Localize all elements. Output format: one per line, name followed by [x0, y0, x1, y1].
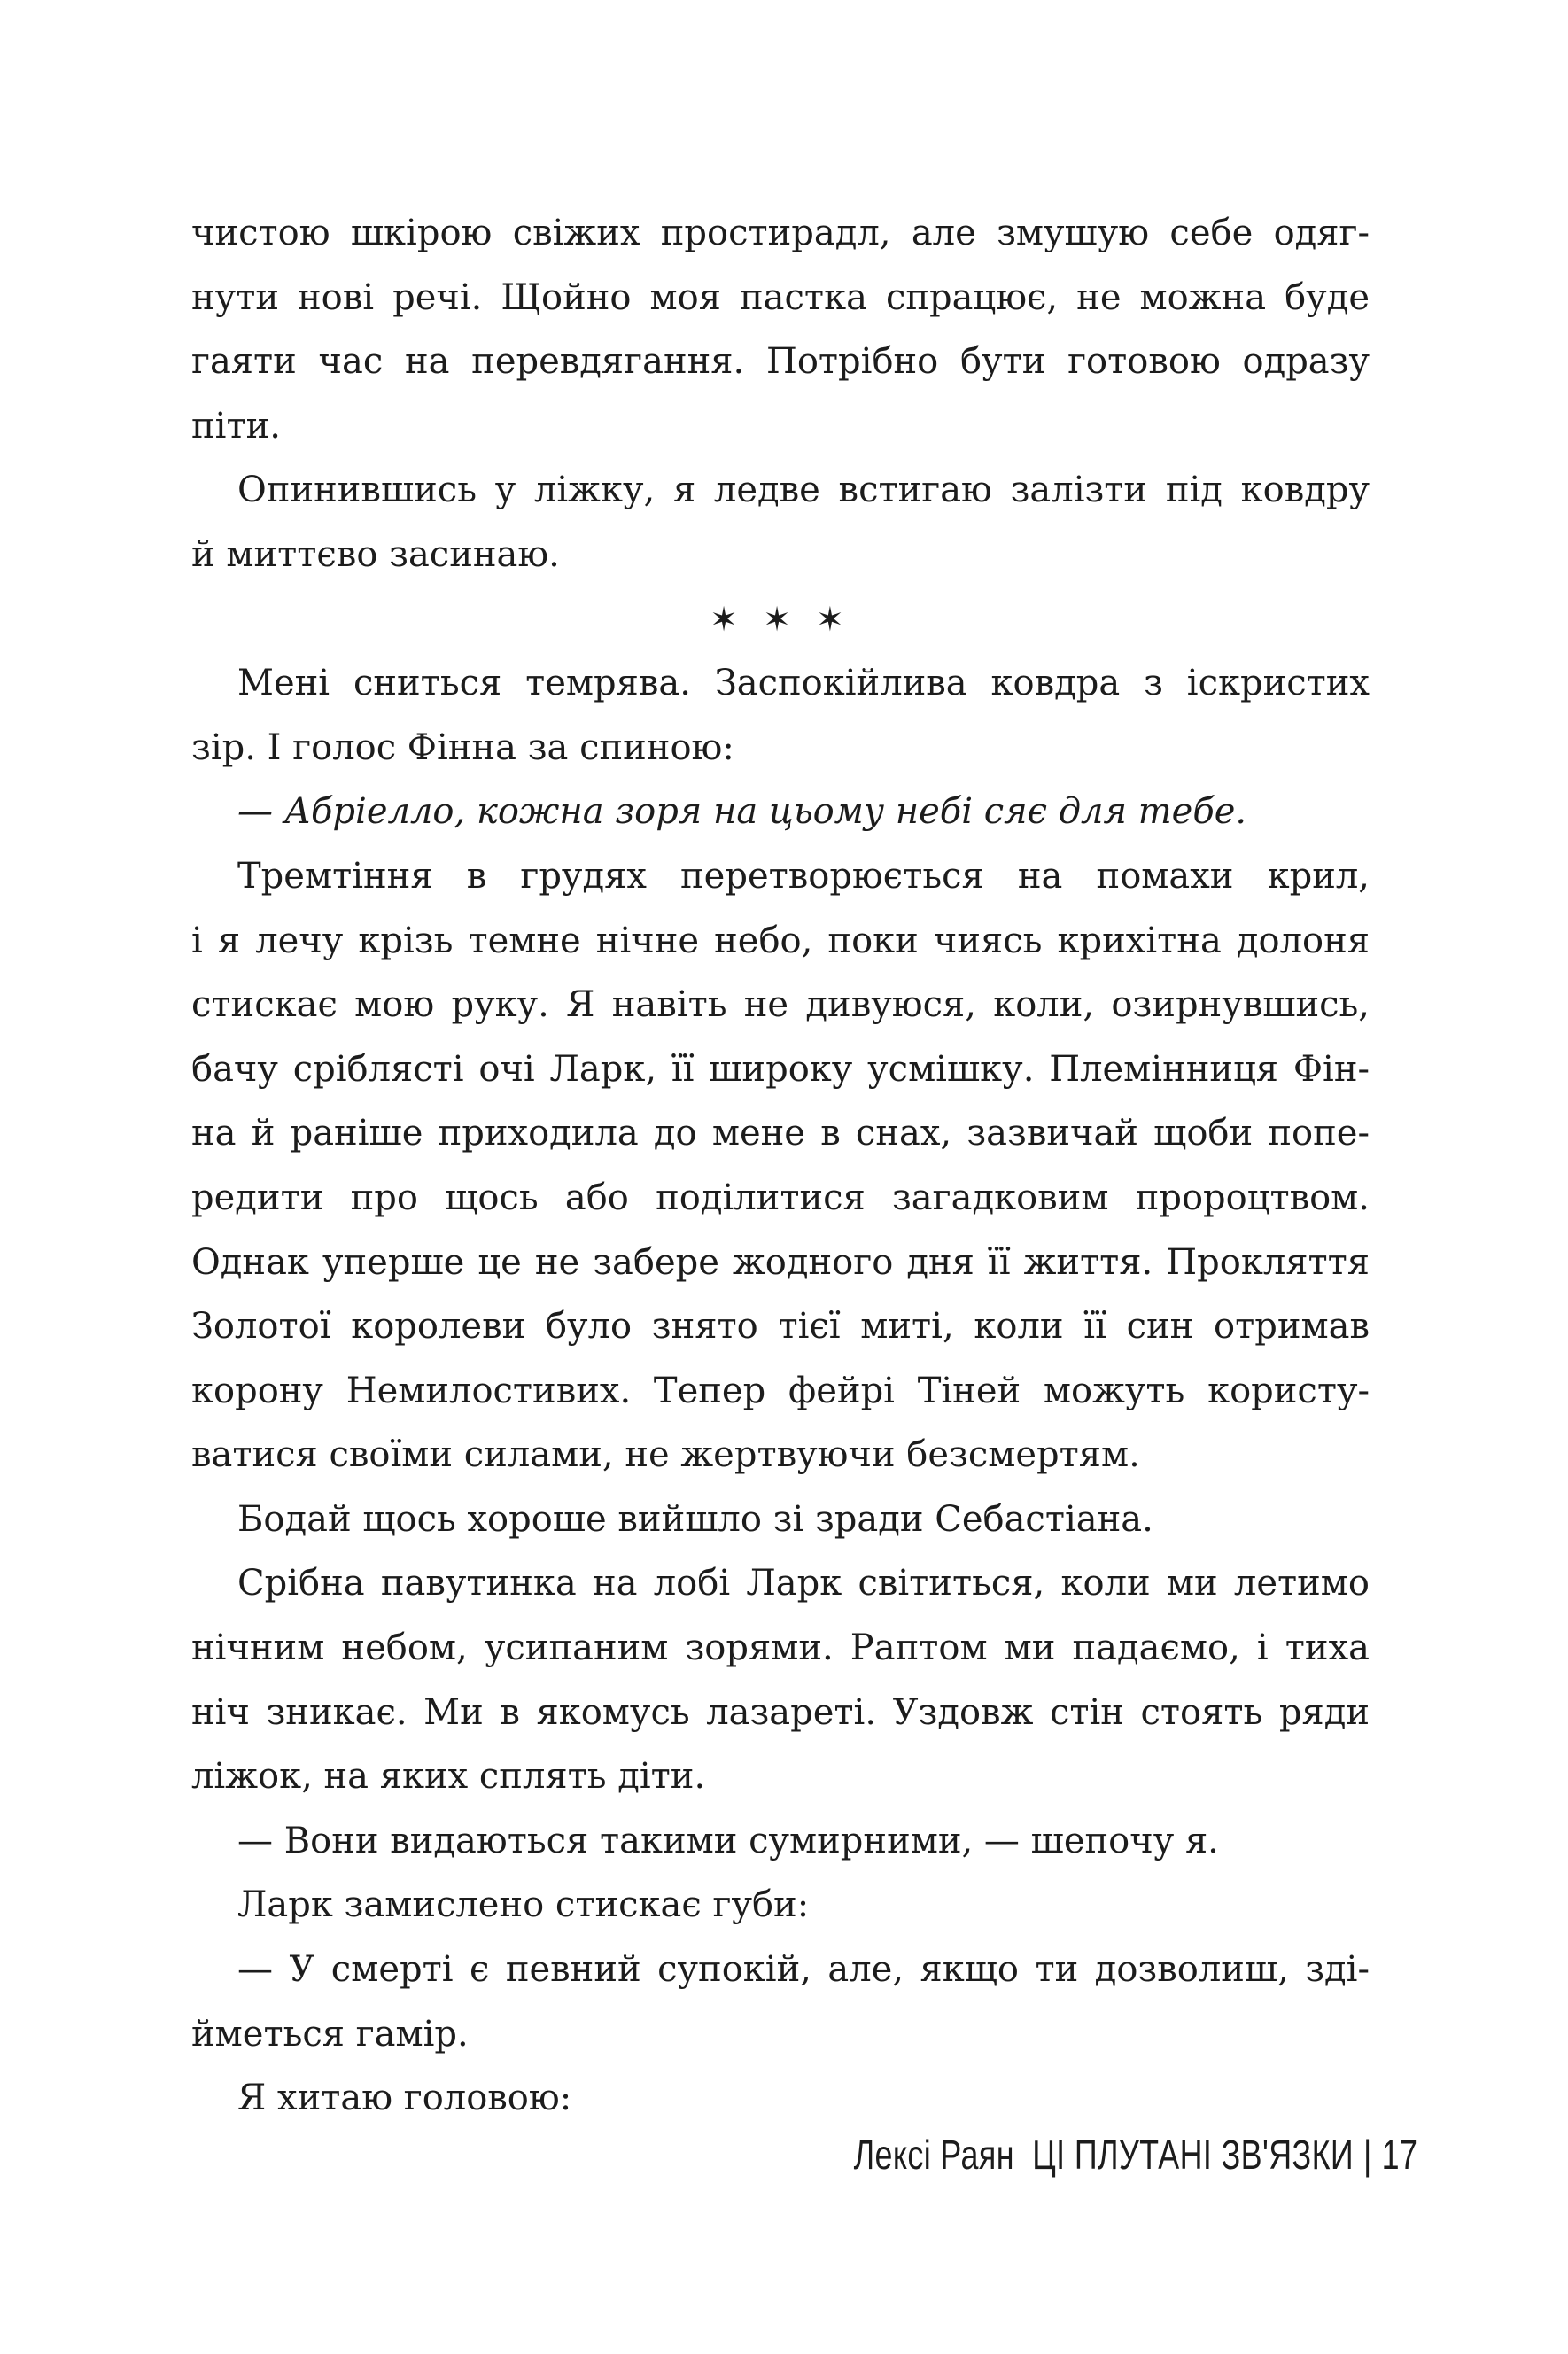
text-line: корону Немилостивих. Тепер фейрі Тіней можуть користу-	[191, 1370, 1370, 1411]
text-line: Бодай щось хороше вийшло зі зради Себастіана.	[237, 1498, 1153, 1540]
text-line: стискає мою руку. Я навіть не дивуюся, коли, озирнувшись,	[191, 984, 1370, 1026]
text-line: гаяти час на перевдягання. Потрібно бути готовою одразу	[191, 341, 1370, 383]
dialogue-line: — Вони видаються такими сумирними, — шепочу я.	[237, 1820, 1219, 1861]
text-line: Ларк замислено стискає губи:	[237, 1884, 810, 1926]
text-line: чистою шкірою свіжих простирадл, але змушую себе одяг-	[191, 213, 1370, 253]
text-line: Тремтіння в грудях перетворюється на помахи крил,	[237, 855, 1370, 897]
dialogue-line: — У смерті є певний супокій, але, якщо ти дозволиш, зді-	[237, 1949, 1370, 1991]
running-footer	[853, 2128, 1417, 2181]
text-line: піти.	[191, 405, 281, 447]
text-line: бачу сріблясті очі Ларк, її широку усмішку. Племінниця Фін-	[191, 1048, 1370, 1090]
text-line: на й раніше приходила до мене в снах, зазвичай щоби попе-	[191, 1113, 1370, 1154]
text-line: і я лечу крізь темне нічне небо, поки чиясь крихітна долоня	[191, 920, 1370, 961]
dialogue-line: — Абріелло, кожна зоря на цьому небі сяє для тебе.	[237, 791, 1247, 833]
text-line: нічним небом, усипаним зорями. Раптом ми падаємо, і тиха	[191, 1628, 1370, 1669]
text-line: ватися своїми силами, не жертвуючи безсмертям.	[191, 1434, 1140, 1476]
text-line: Опинившись у ліжку, я ледве встигаю залізти під ковдру	[237, 470, 1370, 511]
text-line: Мені сниться темрява. Заспокійлива ковдра з іскристих	[237, 663, 1370, 704]
text-line: ніч зникає. Ми в якомусь лазареті. Уздовж стін стоять ряди	[191, 1691, 1370, 1733]
text-line: редити про щось або поділитися загадковим пророцтвом.	[191, 1177, 1370, 1218]
footer-book-title: ЦІ ПЛУТАНІ ЗВ'ЯЗКИ	[1031, 2132, 1354, 2178]
text-line: Срібна павутинка на лобі Ларк світиться, коли ми летимо	[237, 1563, 1370, 1604]
text-line: йметься гамір.	[191, 2013, 469, 2055]
text-line: нути нові речі. Щойно моя пастка спрацює, не можна буде	[191, 276, 1370, 318]
page-text	[191, 201, 1370, 2131]
text-line: зір. І голос Фінна за спиною:	[191, 726, 734, 768]
footer-author: Лексі Раян	[853, 2132, 1014, 2178]
text-line: й миттєво засинаю.	[191, 533, 560, 575]
page-number: 17	[1381, 2132, 1417, 2178]
text-line: Золотої королеви було знято тієї миті, коли її син отримав	[191, 1306, 1370, 1348]
section-separator: ✶ ✶ ✶	[710, 599, 851, 639]
text-line: Я хитаю головою:	[237, 2078, 572, 2119]
footer-separator: |	[1362, 2132, 1372, 2178]
text-line: ліжок, на яких сплять діти.	[191, 1756, 706, 1798]
text-line: Однак уперше це не забере жодного дня її життя. Прокляття	[191, 1241, 1370, 1283]
